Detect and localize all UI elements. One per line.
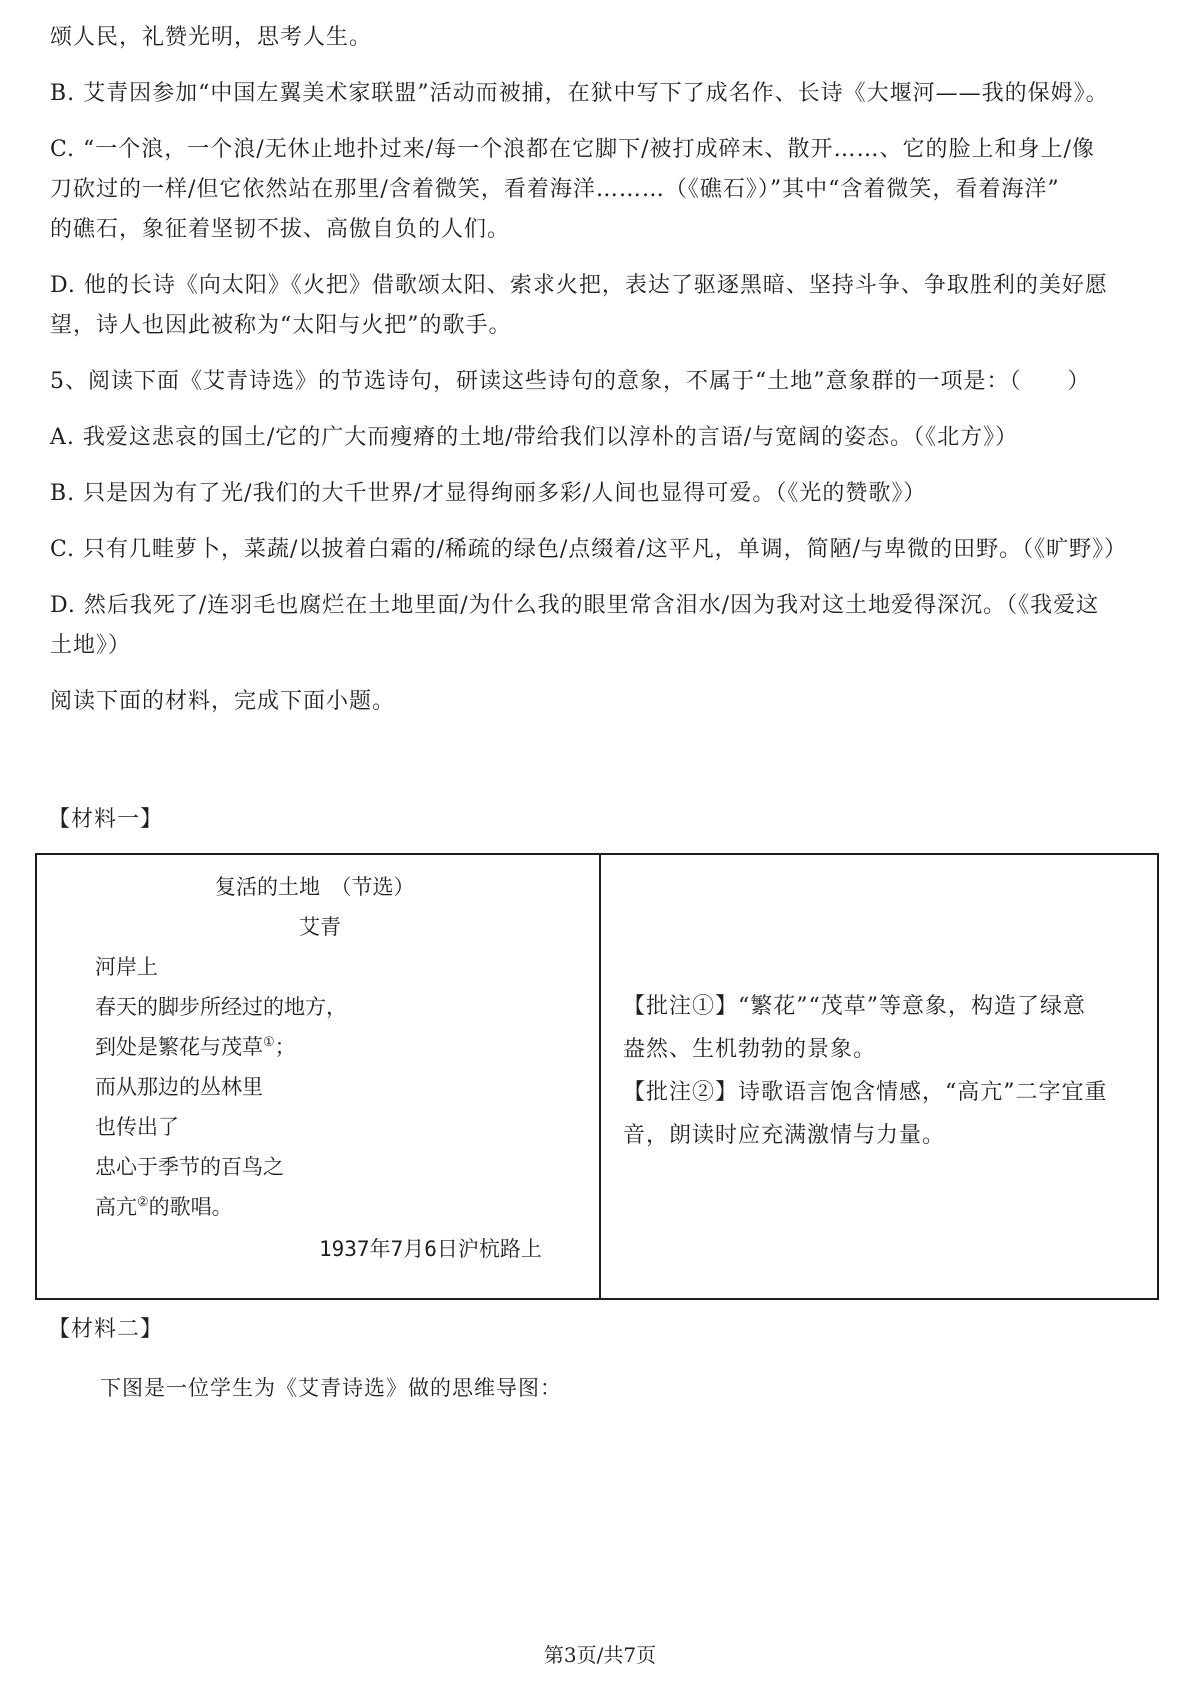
material-1-label: 【材料一】 — [48, 807, 164, 832]
option-c-line: C. “一个浪，一个浪/无休止地扑过来/每一个浪都在它脚下/被打成碎末、散开……、它的脸上和身上/像 — [50, 137, 1095, 162]
poem-date: 1937年7月6日沪杭路上 — [319, 1237, 542, 1261]
option-b-line: B. 艾青因参加“中国左翼美术家联盟”活动而被捕，在狱中写下了成名作、长诗《大堰河——我的保姆》。 — [50, 81, 1109, 106]
option-c-line: 刀砍过的一样/但它依然站在那里/含着微笑，看着海洋………（《礁石》）”其中“含着微笑，看着海洋” — [50, 177, 1060, 202]
text-line: 颂人民，礼赞光明，思考人生。 — [50, 25, 373, 50]
poem-author: 艾青 — [299, 915, 341, 939]
poem-line: 河岸上 — [95, 955, 158, 979]
annotation-mark-1: ① — [263, 1035, 275, 1050]
q5-option-c: C. 只有几畦萝卜，菜蔬/以披着白霜的/稀疏的绿色/点缀着/这平凡，单调，简陋/与卑微的田野。（《旷野》） — [50, 537, 1128, 562]
q5-option-d: 土地》） — [50, 633, 132, 658]
poem-line: 高亢②的歌唱。 — [95, 1195, 233, 1219]
annotation-2: 音，朗读时应充满激情与力量。 — [623, 1123, 946, 1148]
annotation-2: 【批注②】诗歌语言饱含情感，“高亢”二字宜重 — [623, 1080, 1108, 1105]
poem-cell — [37, 855, 599, 1298]
q5-option-a: A. 我爱这悲哀的国土/它的广大而瘦瘠的土地/带给我们以淳朴的言语/与宽阔的姿态。（《北方》） — [50, 425, 1019, 450]
poem-line: 也传出了 — [95, 1115, 179, 1139]
annotation-mark-2: ② — [137, 1195, 149, 1210]
material-1-table — [35, 853, 1159, 1300]
question-5-stem: 5、阅读下面《艾青诗选》的节选诗句，研读这些诗句的意象，不属于“土地”意象群的一项是：（ ） — [50, 369, 1091, 394]
poem-line: 春天的脚步所经过的地方， — [95, 995, 347, 1019]
q5-option-d: D. 然后我死了/连羽毛也腐烂在土地里面/为什么我的眼里常含泪水/因为我对这土地爱得深沉。（《我爱这 — [50, 593, 1100, 618]
q5-option-b: B. 只是因为有了光/我们的大千世界/才显得绚丽多彩/人间也显得可爱。（《光的赞歌》） — [50, 481, 927, 506]
reading-instruction: 阅读下面的材料，完成下面小题。 — [50, 689, 396, 714]
option-d-line: 望，诗人也因此被称为“太阳与火把”的歌手。 — [50, 313, 512, 338]
table-divider — [599, 855, 601, 1298]
option-d-line: D. 他的长诗《向太阳》《火把》借歌颂太阳、索求火把，表达了驱逐黑暗、坚持斗争、争取胜利的美好愿 — [50, 273, 1108, 298]
option-c-line: 的礁石，象征着坚韧不拔、高傲自负的人们。 — [50, 217, 511, 242]
poem-line: 到处是繁花与茂草①； — [95, 1035, 296, 1059]
poem-line: 而从那边的丛林里 — [95, 1075, 263, 1099]
poem-line: 忠心于季节的百鸟之 — [95, 1155, 284, 1179]
page-number: 第3页/共7页 — [543, 1643, 657, 1667]
annotation-1: 盎然、生机勃勃的景象。 — [623, 1037, 877, 1062]
mindmap-intro: 下图是一位学生为《艾青诗选》做的思维导图： — [100, 1376, 562, 1400]
material-2-label: 【材料二】 — [48, 1317, 164, 1342]
poem-title: 复活的土地 （节选） — [215, 875, 415, 899]
annotation-1: 【批注①】“繁花”“茂草”等意象，构造了绿意 — [623, 994, 1086, 1019]
